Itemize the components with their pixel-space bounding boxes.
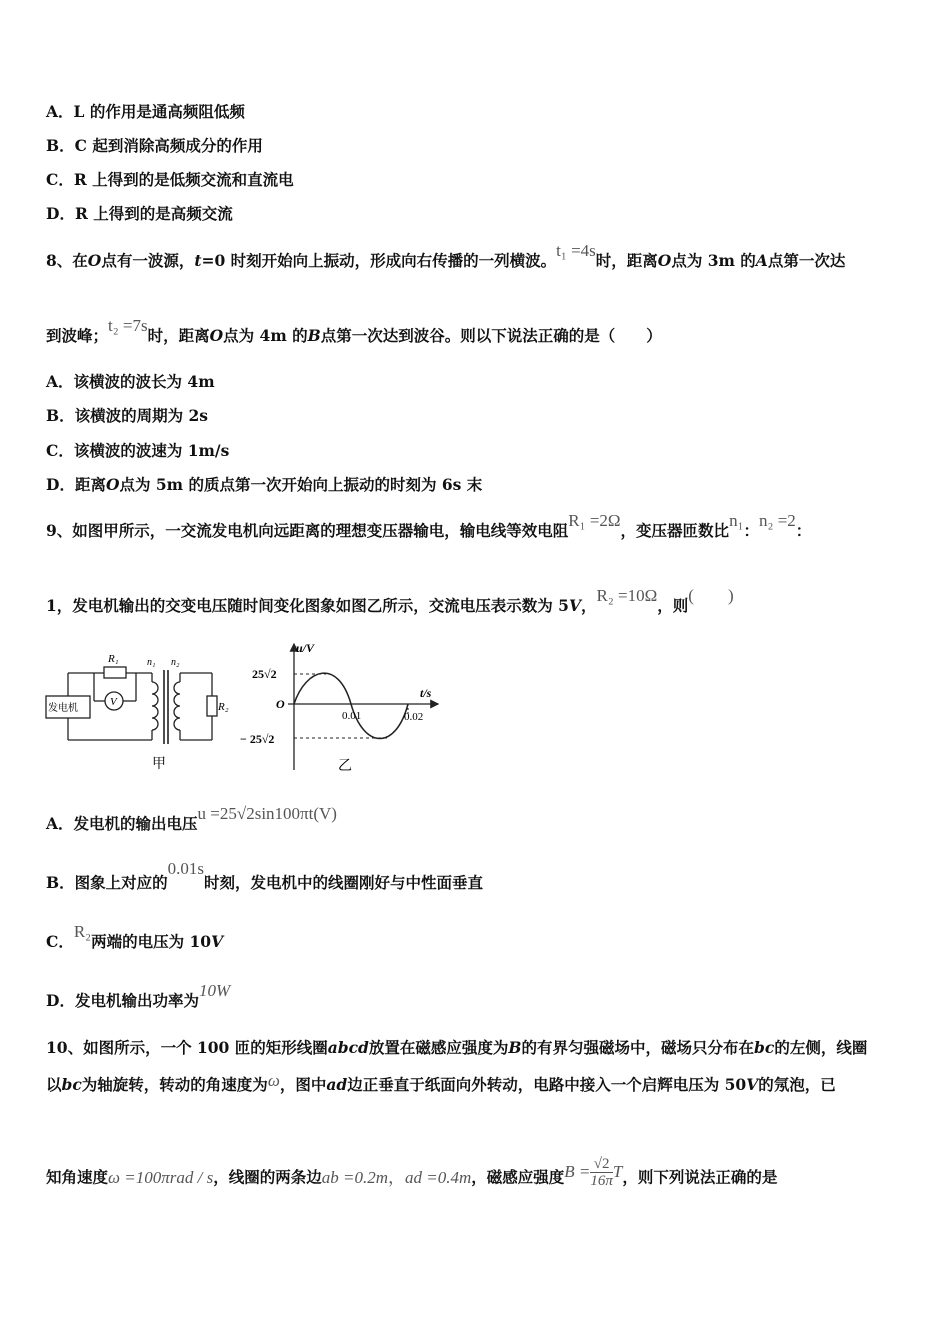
q9-math-time: 0.01s [167, 859, 204, 878]
q8-var-a: A [755, 251, 768, 270]
circuit-diagram [44, 644, 229, 774]
figure-caption-yi: 乙 [338, 759, 352, 774]
q9-text: ，则 [657, 596, 689, 615]
q8-var-o: O [87, 251, 102, 270]
resistor-r1 [104, 667, 126, 678]
q8-text: =0 时刻开始向上振动，形成向右传播的一列横波。 [201, 251, 557, 270]
q10-stem-line1 [46, 1038, 867, 1058]
q10-text: 放置在磁感应强度为 [368, 1038, 509, 1057]
q9-math-n2: n₂ =2 [759, 511, 796, 530]
q9-stem-line2 [46, 586, 734, 616]
q9-option-c [46, 922, 224, 952]
q10-text: 知角速度 [46, 1167, 109, 1187]
q10-text: ，磁感应强度 [471, 1167, 565, 1187]
q8-var-o: O [105, 475, 120, 494]
q10-text: 以 [46, 1075, 62, 1094]
sine-curve [294, 673, 408, 738]
x-tick1-label: 0.01 [342, 710, 362, 722]
figure-caption-jia: 甲 [152, 757, 166, 772]
q8-text: 点为 4m 的 [223, 326, 308, 345]
q8-text: 点有一波源， [101, 251, 195, 270]
q10-var-abcd: abcd [327, 1038, 369, 1057]
q7-option-a: A．L 的作用是通高频阻低频 [46, 102, 245, 121]
q10-text: 10、如图所示，一个 100 匝的矩形线圈 [46, 1038, 328, 1057]
q8-text: 到波峰； [46, 326, 109, 345]
q9-math-voltage: u =25√2sin100πt(V) [197, 804, 337, 823]
q9-text: 两端的电压为 10 [91, 932, 212, 951]
q9-text: ： [795, 521, 812, 540]
q9-var-v: V [211, 932, 224, 951]
q8-option-c: C．该横波的波速为 1m/s [46, 441, 230, 460]
q10-text: ， [387, 1167, 405, 1187]
q8-text: 8、在 [46, 251, 88, 270]
q8-var-b: B [307, 326, 321, 345]
q8-option-d [46, 475, 482, 495]
q7-option-d: D．R 上得到的是高频交流 [46, 204, 233, 223]
q9-math-r1: R₁ =2Ω [568, 511, 621, 530]
q9-text: A．发电机的输出电压 [46, 814, 198, 833]
fraction-numerator: √2 [590, 1156, 613, 1173]
q9-answer-paren: ( ) [688, 586, 734, 605]
q9-text: D．发电机输出功率为 [46, 991, 199, 1010]
q9-text: 1，发电机输出的交变电压随时间变化图象如图乙所示，交流电压表示数为 5 [46, 596, 569, 615]
q10-text: 的左侧，线圈 [774, 1038, 868, 1057]
q10-text: ，线圈的两条边 [213, 1167, 322, 1187]
q9-text: C． [46, 932, 74, 951]
y-max-label: 25√2 [252, 667, 277, 681]
q9-math-power: 10W [198, 981, 231, 1000]
q10-math-omega: ω [267, 1071, 280, 1090]
axis-x-label: t/s [420, 686, 432, 700]
q8-text: 时，距离 [147, 326, 210, 345]
y-min-label: − 25√2 [240, 732, 275, 746]
q8-option-a: A．该横波的波长为 4m [46, 372, 215, 391]
q10-math-ab: ab =0.2m [321, 1167, 388, 1187]
q10-math-b-prefix: B = [564, 1161, 591, 1181]
n2-label: n₂ [171, 657, 180, 668]
q10-text: 为轴旋转，转动的角速度为 [81, 1075, 268, 1094]
q10-text: 的氖泡，已 [758, 1075, 836, 1094]
q10-stem-line3 [46, 1156, 778, 1195]
q9-option-d [46, 981, 231, 1011]
q9-text: ，变压器匝数比 [620, 521, 730, 540]
q10-text: ，图中 [279, 1075, 327, 1094]
q10-text: ，则下列说法正确的是 [622, 1167, 778, 1187]
q7-option-c: C．R 上得到的是低频交流和直流电 [46, 170, 294, 189]
q8-var-o: O [657, 251, 672, 270]
q10-var-v: V [746, 1075, 759, 1094]
q10-var-ad: ad [326, 1075, 348, 1094]
q8-math-t1: t₁ =4s [556, 241, 596, 260]
q8-stem-line2 [46, 316, 662, 346]
resistor-r2 [207, 696, 217, 716]
q10-math-unit-t: T [612, 1161, 623, 1181]
generator-label: 发电机 [48, 703, 78, 714]
secondary-coil [174, 682, 180, 730]
q8-var-o: O [209, 326, 224, 345]
q9-var-v: V [568, 596, 581, 615]
r2-label: R₂ [218, 701, 229, 713]
q9-stem-line1 [46, 511, 812, 541]
x-tick2-label: 0.02 [404, 711, 424, 723]
primary-coil [152, 682, 158, 730]
origin-label: O [276, 697, 285, 711]
q9-math-n1: n₁ [729, 511, 744, 530]
r1-label: R₁ [108, 653, 119, 665]
q10-text: 边正垂直于纸面向外转动，电路中接入一个启辉电压为 50 [347, 1075, 747, 1094]
q8-text: 点为 3m 的 [671, 251, 756, 270]
q7-option-b: B．C 起到消除高频成分的作用 [46, 136, 263, 155]
q8-text: 点第一次达 [767, 251, 846, 270]
q8-text: 点为 5m 的质点第一次开始向上振动的时刻为 6s 末 [119, 475, 483, 494]
fraction-denominator: 16π [590, 1173, 613, 1189]
n1-label: n₁ [147, 657, 156, 668]
q8-text: 点第一次达到波谷。则以下说法正确的是（ ） [320, 326, 662, 345]
q10-var-b: B [508, 1038, 522, 1057]
q9-text: ： [743, 521, 760, 540]
q10-var-bc: bc [754, 1038, 775, 1057]
q9-text: ， [581, 596, 597, 615]
q9-text: 时刻，发电机中的线圈刚好与中性面垂直 [203, 873, 483, 892]
q8-text: D．距离 [46, 475, 106, 494]
voltage-graph [238, 640, 443, 778]
q10-text: 的有界匀强磁场中，磁场只分布在 [521, 1038, 755, 1057]
q9-math-r2: R₂ =10Ω [596, 586, 658, 605]
q9-option-a [46, 804, 337, 834]
q8-text: 时，距离 [595, 251, 658, 270]
q9-text: 9、如图甲所示，一交流发电机向远距离的理想变压器输电，输电线等效电阻 [46, 521, 569, 540]
q10-stem-line2 [46, 1071, 836, 1095]
q9-text: B．图象上对应的 [46, 873, 168, 892]
q10-math-ad: ad =0.4m [404, 1167, 472, 1187]
q8-option-b: B．该横波的周期为 2s [46, 406, 209, 425]
q9-math-r2: R₂ [73, 922, 92, 941]
q10-var-bc: bc [61, 1075, 82, 1094]
q8-var-t: t [194, 251, 202, 270]
q10-math-b-fraction [590, 1156, 613, 1189]
q8-math-t2: t₂ =7s [108, 316, 148, 335]
q9-option-b [46, 859, 483, 893]
q8-stem-line1 [46, 241, 846, 271]
voltmeter-label: V [110, 696, 117, 708]
axis-y-label: u/V [296, 641, 315, 655]
q10-math-omega-value: ω =100πrad / s [108, 1167, 214, 1187]
